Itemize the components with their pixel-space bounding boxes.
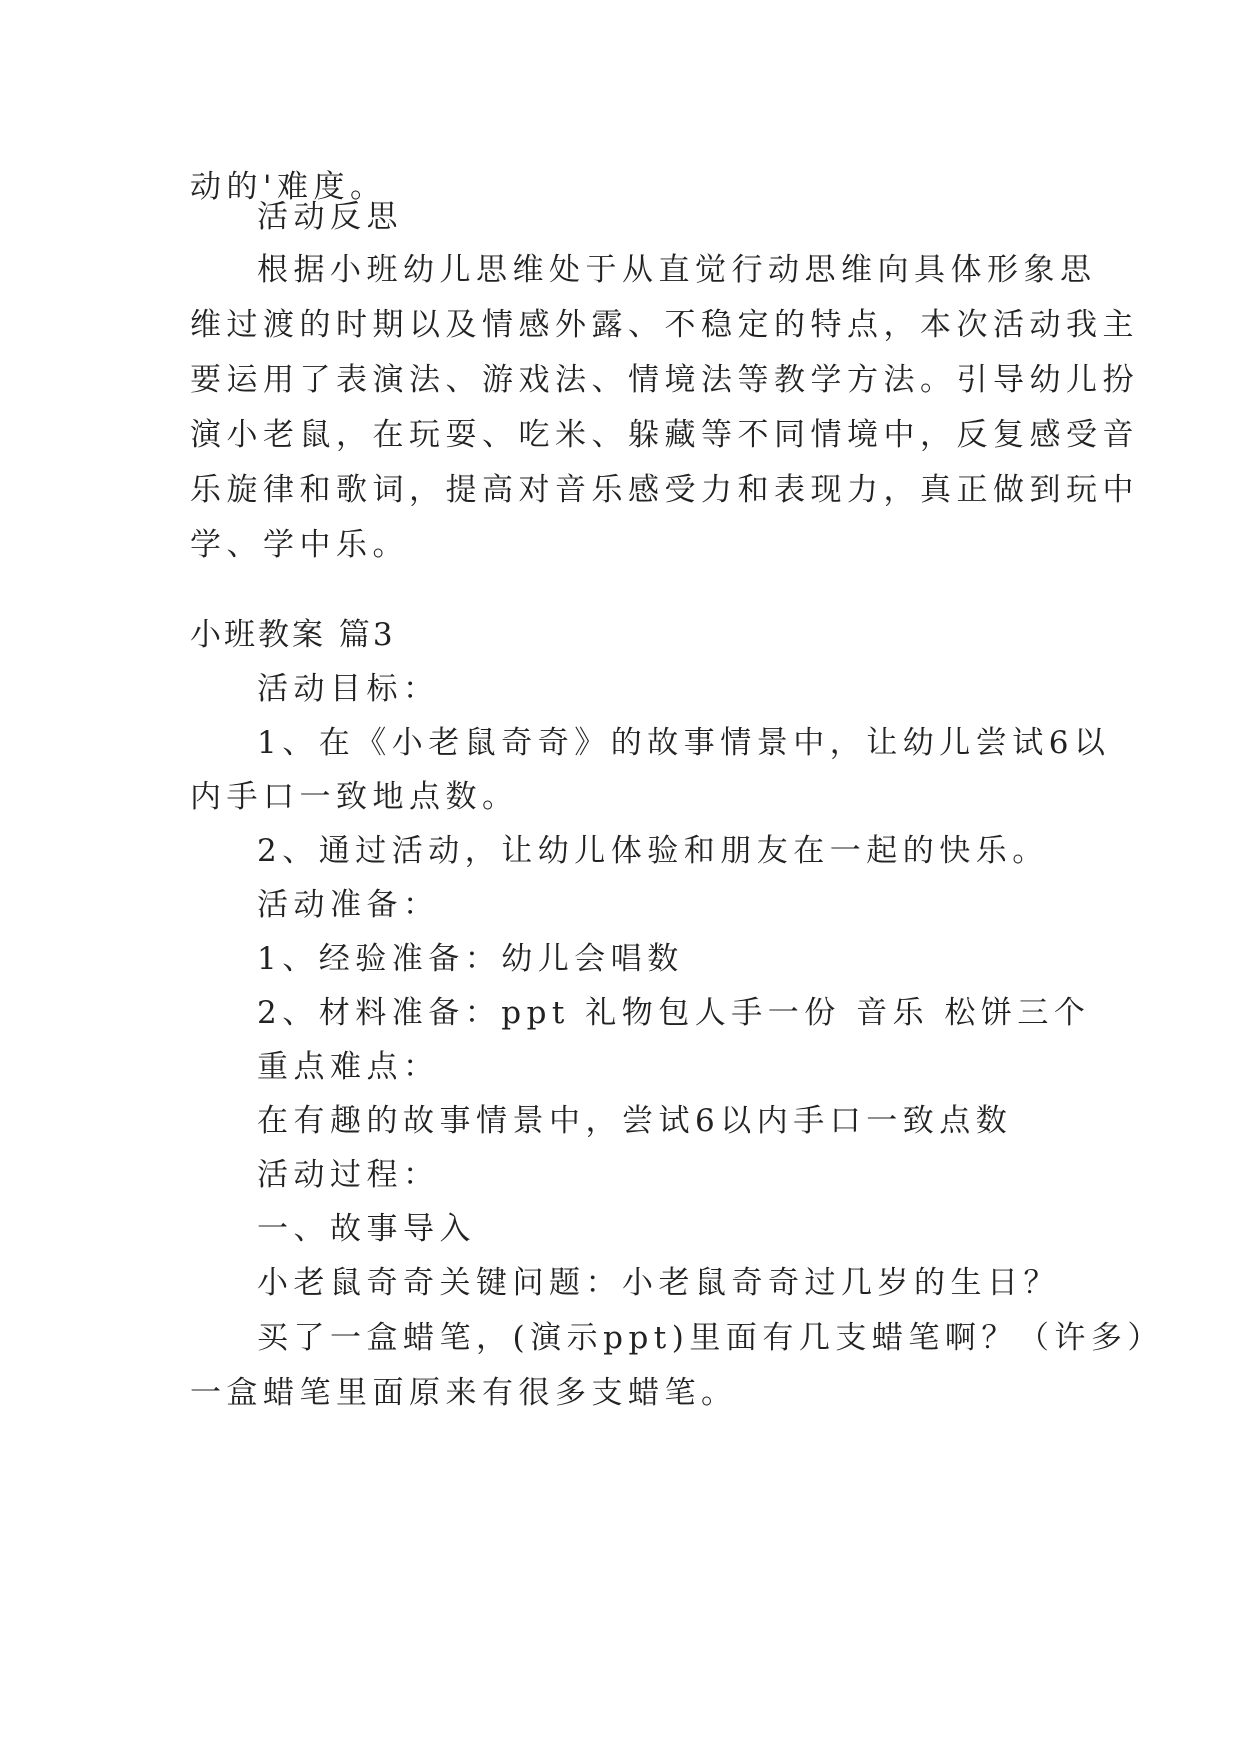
paragraph-line: 根据小班幼儿思维处于从直觉行动思维向具体形象思: [257, 252, 1097, 288]
list-item: 1、经验准备：幼儿会唱数: [257, 941, 684, 977]
lesson-title: 小班教案 篇3: [190, 617, 396, 653]
section-heading-goals: 活动目标：: [257, 671, 440, 707]
section-heading-key-points: 重点难点：: [257, 1049, 440, 1085]
paragraph-line: 学、学中乐。: [190, 527, 409, 563]
paragraph-line: 要运用了表演法、游戏法、情境法等教学方法。引导幼儿扮: [190, 362, 1139, 398]
paragraph-line: 乐旋律和歌词，提高对音乐感受力和表现力，真正做到玩中: [190, 472, 1139, 508]
section-heading-reflection: 活动反思: [257, 199, 403, 235]
paragraph-line: 演小老鼠，在玩耍、吃米、躲藏等不同情境中，反复感受音: [190, 417, 1139, 453]
text-line: 在有趣的故事情景中，尝试6以内手口一致点数: [257, 1103, 1013, 1139]
list-item: 1、在《小老鼠奇奇》的故事情景中，让幼儿尝试6以: [257, 725, 1111, 761]
text-line: 动的'难度。: [190, 169, 387, 205]
section-heading-preparation: 活动准备：: [257, 887, 440, 923]
paragraph-line: 一盒蜡笔里面原来有很多支蜡笔。: [190, 1375, 738, 1411]
paragraph-line: 维过渡的时期以及情感外露、不稳定的特点，本次活动我主: [190, 307, 1139, 343]
step-heading: 一、故事导入: [257, 1211, 476, 1247]
list-item: 2、材料准备：ppt 礼物包人手一份 音乐 松饼三个: [257, 995, 1091, 1031]
text-line: 小老鼠奇奇关键问题：小老鼠奇奇过几岁的生日？: [257, 1265, 1060, 1301]
section-heading-process: 活动过程：: [257, 1157, 440, 1193]
list-item: 2、通过活动，让幼儿体验和朋友在一起的快乐。: [257, 833, 1049, 869]
list-item-continuation: 内手口一致地点数。: [190, 779, 519, 815]
paragraph-line: 买了一盒蜡笔，(演示ppt)里面有几支蜡笔啊？（许多）: [257, 1320, 1164, 1356]
